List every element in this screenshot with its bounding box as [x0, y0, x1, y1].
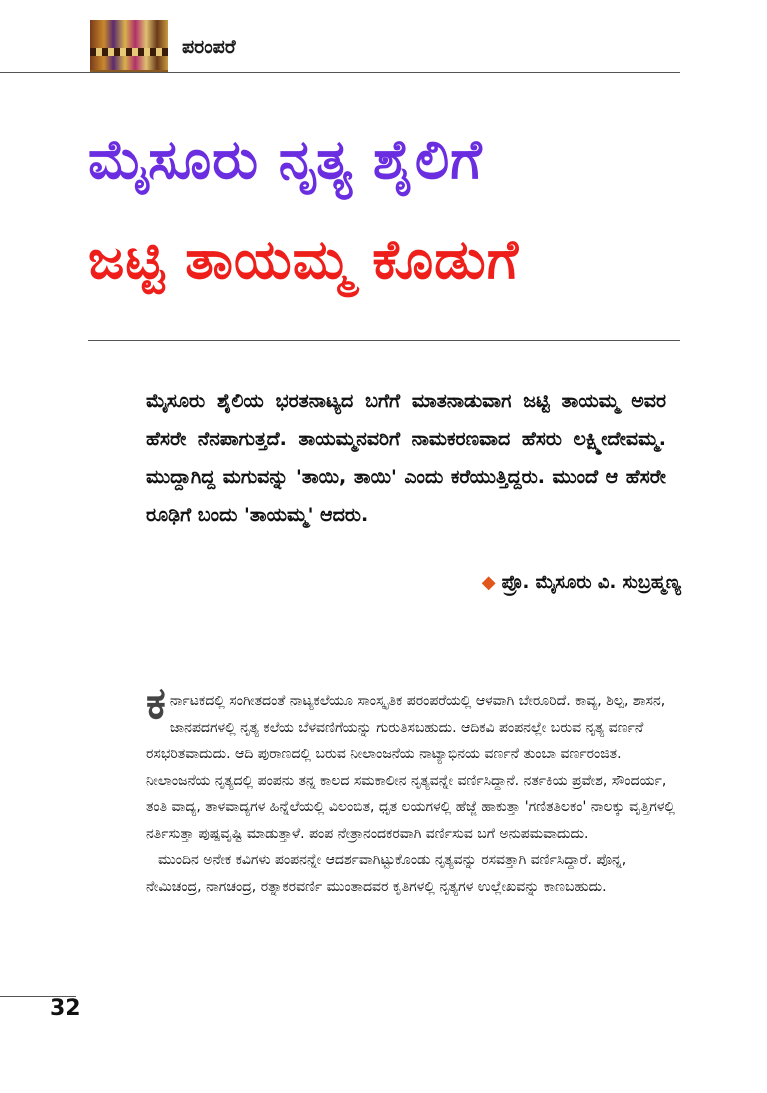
author-name: ಪ್ರೊ. ಮೈಸೂರು ವಿ. ಸುಬ್ರಹ್ಮಣ್ಯ — [501, 572, 681, 593]
page-number: 32 — [50, 996, 81, 1021]
article-body — [146, 678, 682, 900]
section-thumbnail-image — [90, 20, 168, 72]
title-divider — [88, 340, 680, 341]
diamond-bullet-icon: ◆ — [481, 572, 496, 593]
title-line-2: ಜಟ್ಟಿ ತಾಯಮ್ಮ ಕೊಡುಗೆ — [88, 228, 520, 291]
drop-cap: ಕ — [146, 678, 166, 729]
intro-paragraph: ಮೈಸೂರು ಶೈಲಿಯ ಭರತನಾಟ್ಯದ ಬಗೆಗೆ ಮಾತನಾಡುವಾಗ ಜಟ್ಟಿ ತಾಯಮ್ಮ ಅವರ ಹೆಸರೇ ನೆನಪಾಗುತ್ತದೆ. ತಾಯಮ್ಮನವರಿಗೆ ನಾಮಕರಣವಾದ ಹೆಸರು ಲಕ್ಷ್ಮೀದೇವಮ್ಮ. ಮುದ್ದಾಗಿದ್ದ ಮಗುವನ್ನು 'ತಾಯಿ, ತಾಯಿ' ಎಂದು ಕರೆಯುತ್ತಿದ್ದರು. ಮುಂದೆ ಆ ಹೆಸರೇ ರೂಢಿಗೆ ಬಂದು 'ತಾಯಮ್ಮ' ಆದರು. — [146, 390, 666, 526]
body-paragraph-1-text: ರ್ನಾಟಕದಲ್ಲಿ ಸಂಗೀತದಂತೆ ನಾಟ್ಯಕಲೆಯೂ ಸಾಂಸ್ಕೃತಿಕ ಪರಂಪರೆಯಲ್ಲಿ ಆಳವಾಗಿ ಬೇರೂರಿದೆ. ಕಾವ್ಯ, ಶಿಲ್ಪ, ಶಾಸನ, ಜಾನಪದಗಳಲ್ಲಿ ನೃತ್ಯ ಕಲೆಯ ಬೆಳವಣಿಗೆಯನ್ನು ಗುರುತಿಸಬಹುದು. ಆದಿಕವಿ ಪಂಪನಲ್ಲೇ ಬರುವ ನೃತ್ಯ ವರ್ಣನೆ ರಸಭರಿತವಾದುದು. ಆದಿ ಪುರಾಣದಲ್ಲಿ ಬರುವ ನೀಲಾಂಜನೆಯ ನಾಟ್ಯಾಭಿನಯ ವರ್ಣನೆ ತುಂಬಾ ವರ್ಣರಂಜಿತ. ನೀಲಾಂಜನೆಯ ನೃತ್ಯದಲ್ಲಿ ಪಂಪನು ತನ್ನ ಕಾಲದ ಸಮಕಾಲೀನ ನೃತ್ಯವನ್ನೇ ವರ್ಣಿಸಿದ್ದಾನೆ. ನರ್ತಕಿಯ ಪ್ರವೇಶ, ಸೌಂದರ್ಯ, ತಂತಿ ವಾದ್ಯ, ತಾಳವಾದ್ಯಗಳ ಹಿನ್ನೆಲೆಯಲ್ಲಿ ವಿಲಂಬಿತ, ಧೃತ ಲಯಗಳಲ್ಲಿ ಹೆಜ್ಜೆ ಹಾಕುತ್ತಾ 'ಗಣಿತತಿಲಕಂ' ನಾಲಕ್ಕು ವೃತ್ತಿಗಳಲ್ಲಿ ನರ್ತಿಸುತ್ತಾ ಪುಷ್ಪವೃಷ್ಟಿ ಮಾಡುತ್ತಾಳೆ. ಪಂಪ ನೇತ್ರಾನಂದಕರವಾಗಿ ವರ್ಣಿಸುವ ಬಗೆ ಅನುಪಮವಾದುದು. — [146, 693, 676, 842]
byline — [482, 572, 681, 593]
body-paragraph-2: ಮುಂದಿನ ಅನೇಕ ಕವಿಗಳು ಪಂಪನನ್ನೇ ಆದರ್ಶವಾಗಿಟ್ಟುಕೊಂಡು ನೃತ್ಯವನ್ನು ರಸವತ್ತಾಗಿ ವರ್ಣಿಸಿದ್ದಾರೆ. ಪೊನ್ನ, ನೇಮಿಚಂದ್ರ, ನಾಗಚಂದ್ರ, ರತ್ನಾಕರವರ್ಣಿ ಮುಂತಾದವರ ಕೃತಿಗಳಲ್ಲಿ ನೃತ್ಯಗಳ ಉಲ್ಲೇಖವನ್ನು ಕಾಣಬಹುದು. — [146, 852, 627, 895]
body-paragraph-1 — [146, 678, 682, 847]
title-line-1: ಮೈಸೂರು ನೃತ್ಯ ಶೈಲಿಗೆ — [88, 128, 483, 191]
section-label: ಪರಂಪರೆ — [182, 36, 236, 58]
header-divider — [0, 72, 680, 73]
